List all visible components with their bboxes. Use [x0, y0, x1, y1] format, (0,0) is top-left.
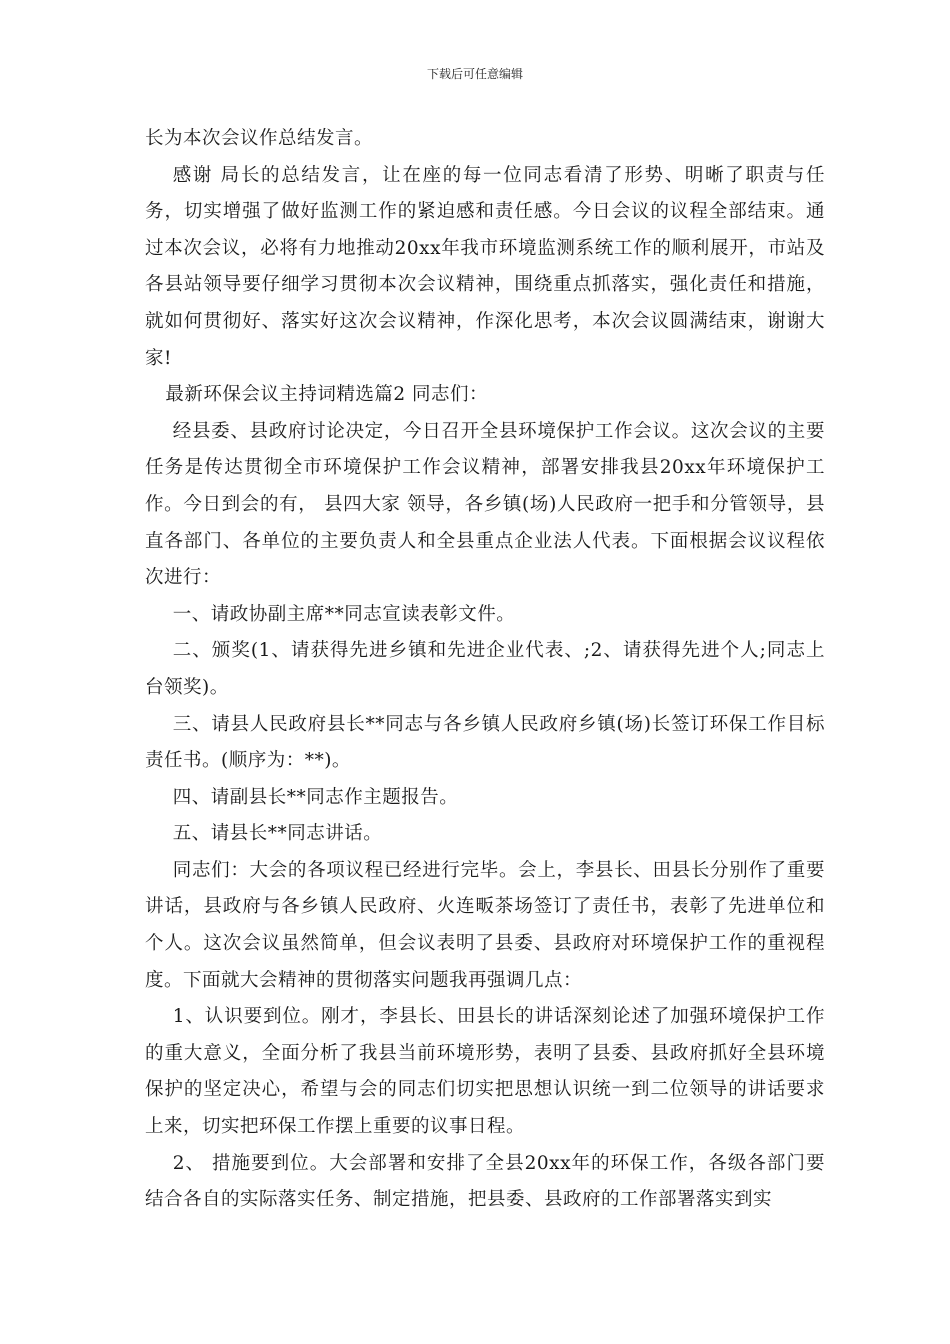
agenda-item-1: 一、请政协副主席**同志宣读表彰文件。 — [172, 603, 516, 625]
point-2: 2、 措施要到位。大会部署和安排了全县20xx年的环保工作，各级各部门要结合各自的实际落实任务、制定措施，把县委、县政府的工作部署落实到实 — [145, 1152, 825, 1211]
section-heading: 最新环保会议主持词精选篇2 同志们： — [165, 384, 488, 406]
paragraph-4: 同志们：大会的各项议程已经进行完毕。会上，李县长、田县长分别作了重要讲话，县政府与各乡镇人民政府、火连畈茶场签订了责任书，表彰了先进单位和个人。这次会议虽然简单，但会议表明了县委、县政府对环境保护工作的重视程度。下面就大会精神的贯彻落实问题我再强调几点： — [145, 859, 825, 991]
paragraph-1: 长为本次会议作总结发言。 — [145, 128, 374, 149]
agenda-item-3: 三、请县人民政府县长**同志与各乡镇人民政府乡镇(场)长签订环保工作目标责任书。(顺序为：**)。 — [145, 713, 825, 772]
page-header: 下载后可任意编辑 — [426, 67, 523, 81]
document-body — [145, 121, 825, 1219]
agenda-item-5: 五、请县长**同志讲话。 — [172, 823, 383, 845]
paragraph-3: 经县委、县政府讨论决定，今日召开全县环境保护工作会议。这次会议的主要任务是传达贯彻全市环境保护工作会议精神，部署安排我县20xx年环境保护工作。今日到会的有， 县四大家 领导，各乡镇(场)人民政府一把手和分管领导，县直各部门、各单位的主要负责人和全县重点企业法人代表。下面根据会议议程依次进行： — [145, 420, 825, 589]
agenda-item-2: 二、颁奖(1、请获得先进乡镇和先进企业代表、;2、请获得先进个人;同志上台领奖)。 — [145, 640, 825, 698]
paragraph-2: 感谢 局长的总结发言，让在座的每一位同志看清了形势、明晰了职责与任务，切实增强了做好监测工作的紧迫感和责任感。今日会议的议程全部结束。通过本次会议，必将有力地推动20xx年我市环境监测系统工作的顺利展开，市站及各县站领导要仔细学习贯彻本次会议精神，围绕重点抓落实，强化责任和措施，就如何贯彻好、落实好这次会议精神，作深化思考，本次会议圆满结束，谢谢大家! — [145, 164, 825, 369]
agenda-item-4: 四、请副县长**同志作主题报告。 — [172, 786, 459, 808]
point-1: 1、认识要到位。刚才，李县长、田县长的讲话深刻论述了加强环境保护工作的重大意义，全面分析了我县当前环境形势，表明了县委、县政府抓好全县环境保护的坚定决心，希望与会的同志们切实把思想认识统一到二位领导的讲话要求上来，切实把环保工作摆上重要的议事日程。 — [145, 1006, 825, 1138]
